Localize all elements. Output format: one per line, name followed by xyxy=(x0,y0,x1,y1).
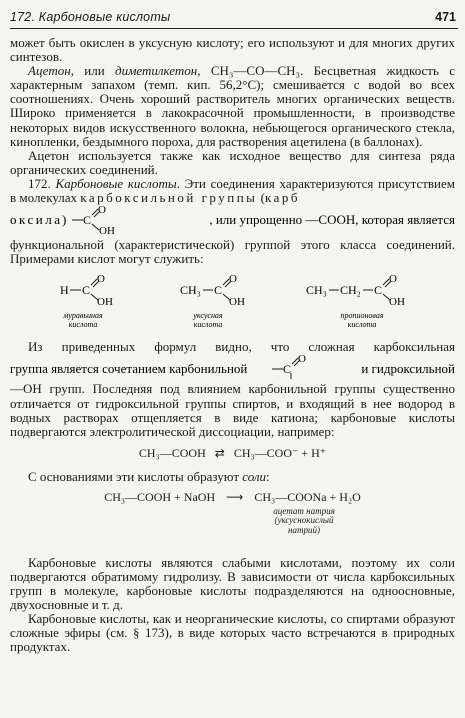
formic-oh: OH xyxy=(97,296,113,309)
formic-label-2: кислота xyxy=(68,320,98,330)
propionic-o: O xyxy=(389,273,397,286)
carbonyl-formula-svg xyxy=(10,354,455,382)
acetic-ch3: CH₃ xyxy=(180,283,201,298)
propionic-label-2: кислота xyxy=(347,320,377,330)
equation-dissociation-line xyxy=(10,446,455,460)
eq2-caption xyxy=(244,507,364,536)
carboxyl-single-bond xyxy=(92,224,99,230)
carbonyl-c: C xyxy=(283,362,292,377)
paragraph-continuation: может быть окислен в уксусную кислоту; его используют и для многих других синтезов. xyxy=(10,35,455,65)
carboxyl-o: O xyxy=(98,205,106,217)
eq2-left: CH₃—COOH + NaOH xyxy=(104,489,216,504)
paragraph-salts xyxy=(10,470,455,484)
paragraph-hydrolysis: Карбоновые кислоты являются слабыми кислотами, поэтому их соли подвергаются обратимому гидролизу. В зависимости от числа карбоксильных групп в молекуле, карбоновые кислоты подразделяются на одноосновные, двухосновные и т. д. xyxy=(10,554,455,613)
section-number: 172. xyxy=(28,175,56,191)
paren-close: ) xyxy=(62,212,67,228)
eq2-caption-2: (уксуснокислый xyxy=(274,515,334,526)
term-carboxyl-part1: карб xyxy=(265,190,301,206)
propionic-ch3: CH₃ xyxy=(306,283,327,298)
eq1-arrow: ⇄ xyxy=(214,445,225,460)
equation-neutralization xyxy=(10,490,455,550)
page-body xyxy=(10,36,455,655)
paragraph-carboxylic-intro xyxy=(10,177,455,205)
term-carboxyl-group: карбоксильной группы xyxy=(80,190,258,206)
carbonyl-formula-row xyxy=(10,354,455,382)
eq1-left: CH₃—COOH xyxy=(138,445,206,460)
eq2-arrow: ⟶ xyxy=(226,489,244,504)
propionic-c: C xyxy=(374,283,383,298)
intro-text: . Эти соединения характеризуются присутствием в молекулах xyxy=(10,175,456,206)
acid-structures-svg xyxy=(10,272,455,332)
equation-dissociation xyxy=(10,442,455,466)
eq2-caption-3: натрий) xyxy=(288,524,320,535)
acetic-o: O xyxy=(229,273,237,286)
eq2-caption-1: ацетат натрия xyxy=(273,505,335,516)
formula-trailing-text: , или упрощенно —COOH, которая является xyxy=(209,212,455,228)
carboxyl-oh: OH xyxy=(99,225,115,236)
carboxyl-formula-svg xyxy=(10,205,455,235)
propionic-ch2: CH₂ xyxy=(340,283,361,298)
text-carbonyl-after: и гидроксильной xyxy=(361,361,455,377)
acetic-oh: OH xyxy=(229,296,245,309)
paragraph-formulas-line1: Из приведенных формул видно, что сложная карбоксильная xyxy=(28,339,455,355)
paragraph-formulas-rest: —OH групп. Последняя под влиянием карбонильной группы существенно отличается от гидроксильной группы спиртов, и входящий в нее водород в водных растворах отщепляется в виде катиона; карбоновые кислоты подвергаются электролитической диссоциации, например: xyxy=(10,381,455,439)
running-head: 172. Карбоновые кислоты xyxy=(10,10,171,24)
page-number: 471 xyxy=(435,10,456,24)
acid-structures xyxy=(10,272,455,332)
propionic-oh: OH xyxy=(389,296,405,309)
carboxyl-formula-row xyxy=(10,205,455,235)
header-rule xyxy=(10,28,458,29)
text-carbonyl-before: группа является сочетанием карбонильной xyxy=(10,361,248,377)
carbonyl-o: O xyxy=(298,354,306,366)
acetic-label-2: кислота xyxy=(193,320,223,330)
propionic-label-1: пропионовая xyxy=(340,311,384,321)
term-salts: соли xyxy=(242,468,267,484)
paragraph-acetone-use: Ацетон используется также как исходное вещество для синтеза ряда органических соединений. xyxy=(10,147,455,177)
formic-acid xyxy=(60,273,113,329)
propionic-acid xyxy=(306,273,405,329)
eq1-right: CH₃—COO⁻ + H⁺ xyxy=(233,445,327,460)
formic-h: H xyxy=(60,283,69,298)
acetone-description: , CH₃—CO—CH₃. Бесцветная жидкость с характерным запахом (темп. кип. 56,2°С); смешивается с водой во всех соотношениях. Очень хороший растворитель многих органических веществ. Широко применяется в лакокрасочной промышленности, в производстве некоторых видов искусственного волокна, небьющегося органического стекла, кинопленки, бездымного пороха, для растворения ацетилена (в баллонах). xyxy=(10,63,455,149)
salts-colon: : xyxy=(266,468,270,484)
paragraph-carboxylic-tail: функциональной (характеристической) группой этого класса соединений. Примерами кислот могут служить: xyxy=(10,237,455,267)
term-acetone: Ацетон xyxy=(28,63,71,79)
term-carboxyl-part2: оксила xyxy=(10,212,63,228)
equation-neutralization-line xyxy=(10,490,455,504)
term-carboxylic-acids: Карбоновые кислоты xyxy=(55,175,177,191)
page-header xyxy=(10,8,458,28)
acetic-label-1: уксусная xyxy=(193,311,223,321)
paragraph-esters: Карбоновые кислоты, как и неорганические кислоты, со спиртами образуют сложные эфиры (см. § 173), в виде которых часто встречаются в природных продуктах. xyxy=(10,611,455,655)
carboxyl-c: C xyxy=(83,213,92,228)
eq2-right: CH₃—COONa + H₂O xyxy=(254,489,361,504)
acetic-acid xyxy=(180,273,245,329)
text-or: , или xyxy=(70,63,116,79)
paren-open: ( xyxy=(257,190,265,206)
acetic-c: C xyxy=(214,283,223,298)
formic-c: C xyxy=(82,283,91,298)
paragraph-acetone xyxy=(10,64,455,149)
salts-text: С основаниями эти кислоты образуют xyxy=(28,468,243,484)
term-dimethylketone: диметилкетон xyxy=(115,63,198,79)
formic-o: O xyxy=(97,273,105,286)
formic-label-1: муравьиная xyxy=(63,311,103,321)
